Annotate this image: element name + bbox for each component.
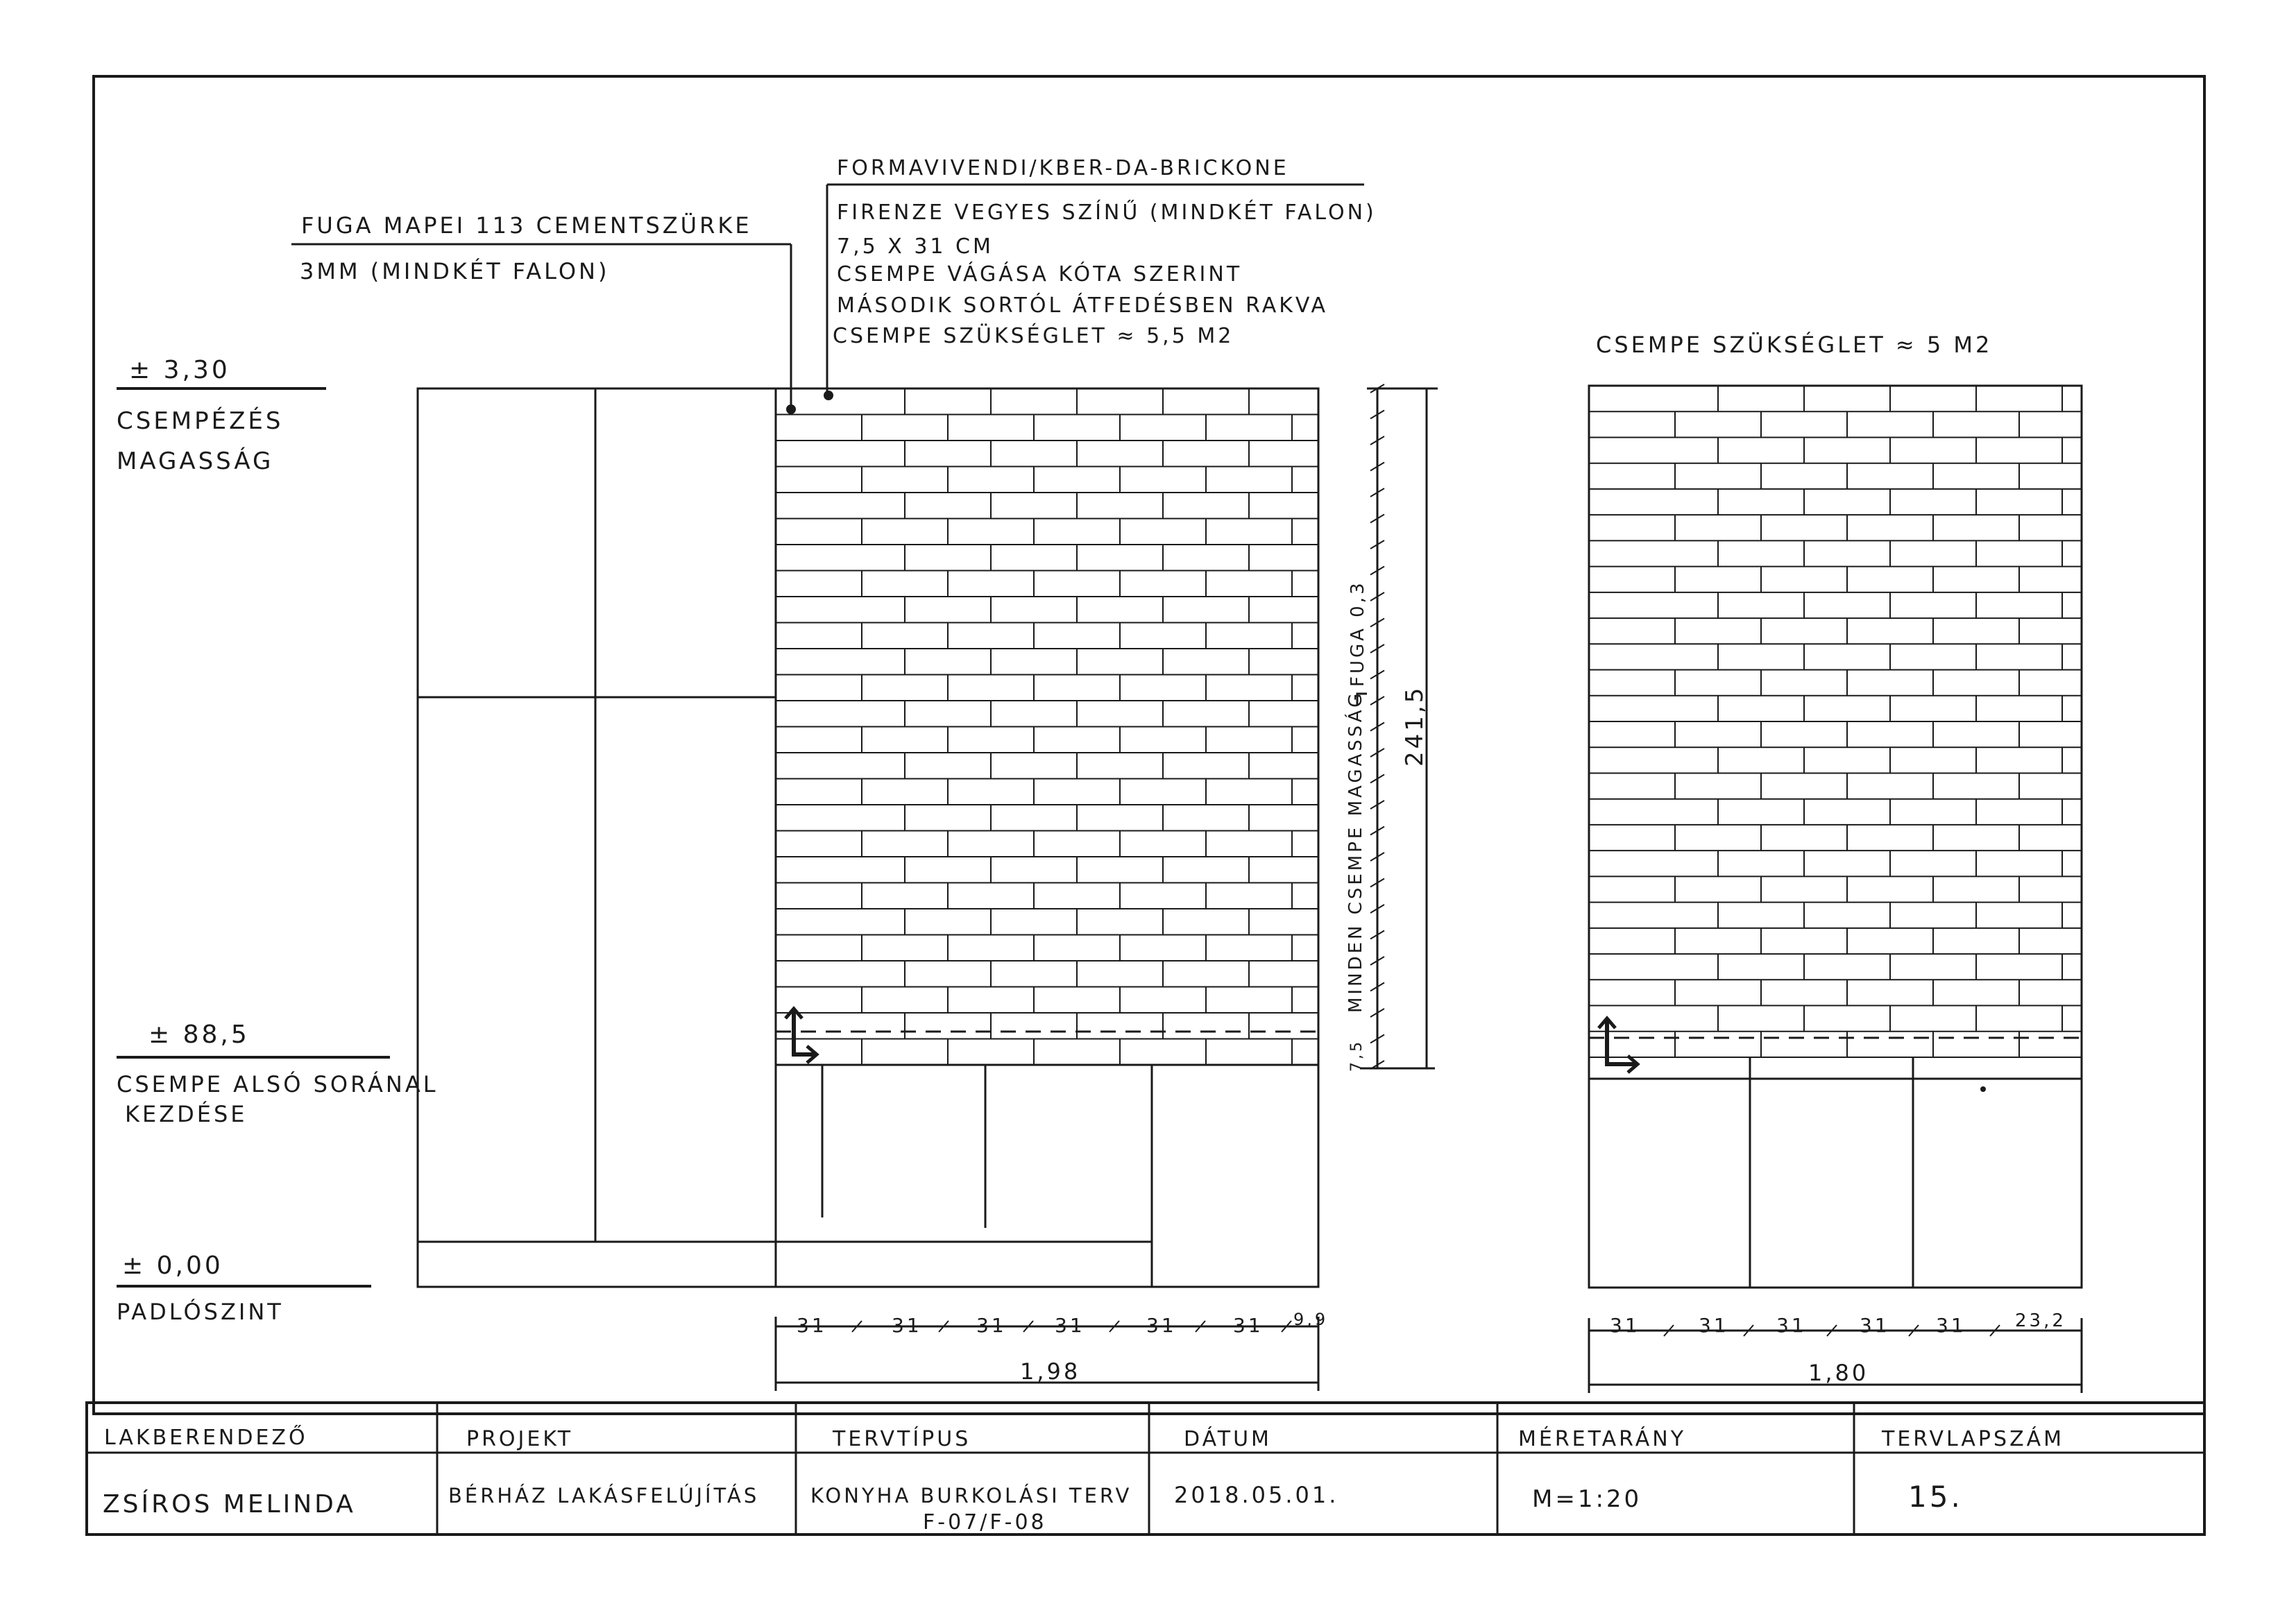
vertical-height-label: MINDEN CSEMPE MAGASSÁG [1345,690,1366,1013]
level-top-label-2: MAGASSÁG [117,447,274,475]
right-seg-1: 31 [1610,1314,1640,1337]
scale-value: M=1:20 [1532,1485,1642,1513]
vertical-dimension [1344,384,1438,1072]
left-tiled-area [776,388,1318,1065]
right-seg-3: 31 [1776,1314,1807,1337]
grout-spec: FUGA MAPEI 113 CEMENTSZÜRKE [301,212,752,239]
level-top-group [117,356,326,475]
level-top-value: ± 3,30 [129,356,230,384]
left-seg-7: 9,9 [1293,1310,1329,1329]
left-seg-1: 31 [797,1314,827,1337]
left-horizontal-dimension [776,1310,1328,1391]
left-total: 1,98 [1020,1358,1081,1385]
left-elevation [418,388,1318,1287]
tile-need-right: CSEMPE SZÜKSÉGLET ≈ 5 M2 [1596,332,1993,358]
right-tiled-area [1589,386,2082,1057]
level-top-label-1: CSEMPÉZÉS [117,407,284,435]
tile-need-left: CSEMPE SZÜKSÉGLET ≈ 5,5 M2 [833,324,1234,348]
sheet-number-value: 15. [1908,1480,1963,1514]
date-value: 2018.05.01. [1174,1482,1339,1508]
right-horizontal-dimension [1589,1310,2082,1393]
left-start-arrow-icon [785,1009,817,1063]
right-cabinets [1589,1057,2082,1288]
tile-size: 7,5 X 31 CM [837,234,994,259]
level-floor-label: PADLÓSZINT [117,1299,284,1325]
right-total: 1,80 [1808,1360,1869,1386]
plan-type-name: KONYHA BURKOLÁSI TERV [810,1484,1132,1507]
header-project: PROJEKT [466,1427,574,1451]
left-seg-3: 31 [976,1314,1007,1337]
level-mid-value: ± 88,5 [148,1020,250,1049]
grout-width: 3MM (MINDKÉT FALON) [300,258,610,284]
level-mid-label-2: KEZDÉSE [125,1101,248,1127]
vertical-total: 241,5 [1401,685,1429,767]
tile-leader-dot [824,391,833,400]
right-start-arrow-icon [1599,1018,1638,1072]
left-seg-6: 31 [1233,1314,1264,1337]
header-sheet-number: TERVLAPSZÁM [1882,1427,2065,1451]
title-block [87,1403,2204,1535]
tile-name: FIRENZE VEGYES SZÍNŰ (MINDKÉT FALON) [837,200,1377,225]
left-tile-courses [776,388,1318,1065]
designer-name: ZSÍROS MELINDA [103,1490,356,1519]
header-plan-type: TERVTÍPUS [833,1427,971,1451]
vertical-tile-height: 7,5 [1348,1039,1366,1072]
tile-brand: FORMAVIVENDI/KBER-DA-BRICKONE [837,156,1289,180]
left-seg-4: 31 [1055,1314,1085,1337]
right-seg-2: 31 [1699,1314,1729,1337]
level-floor-group [117,1251,371,1325]
header-scale: MÉRETARÁNY [1518,1427,1687,1451]
left-seg-5: 31 [1146,1314,1177,1337]
project-name: BÉRHÁZ LAKÁSFELÚJÍTÁS [448,1484,760,1507]
right-seg-5: 31 [1936,1314,1966,1337]
right-seg-4: 31 [1860,1314,1890,1337]
header-date: DÁTUM [1184,1427,1272,1451]
tile-cut: CSEMPE VÁGÁSA KÓTA SZERINT [837,262,1243,287]
vertical-grout-label: FUGA 0,3 [1347,580,1368,687]
header-designer: LAKBERENDEZŐ [104,1426,308,1450]
left-seg-2: 31 [892,1314,922,1337]
right-seg-6: 23,2 [2015,1310,2066,1331]
right-elevation [1589,386,2082,1288]
plan-type-code: F-07/F-08 [923,1510,1047,1535]
left-cabinets [822,1065,1152,1242]
grout-annotation [291,212,796,414]
level-mid-label-1: CSEMPE ALSÓ SORÁNAL [117,1071,439,1097]
level-floor-value: ± 0,00 [122,1251,223,1280]
right-tile-courses [1589,386,2082,1057]
grout-leader-dot [786,404,796,414]
tile-annotation [824,156,1377,400]
tile-laying: MÁSODIK SORTÓL ÁTFEDÉSBEN RAKVA [837,293,1329,318]
level-mid-group [117,1020,439,1127]
